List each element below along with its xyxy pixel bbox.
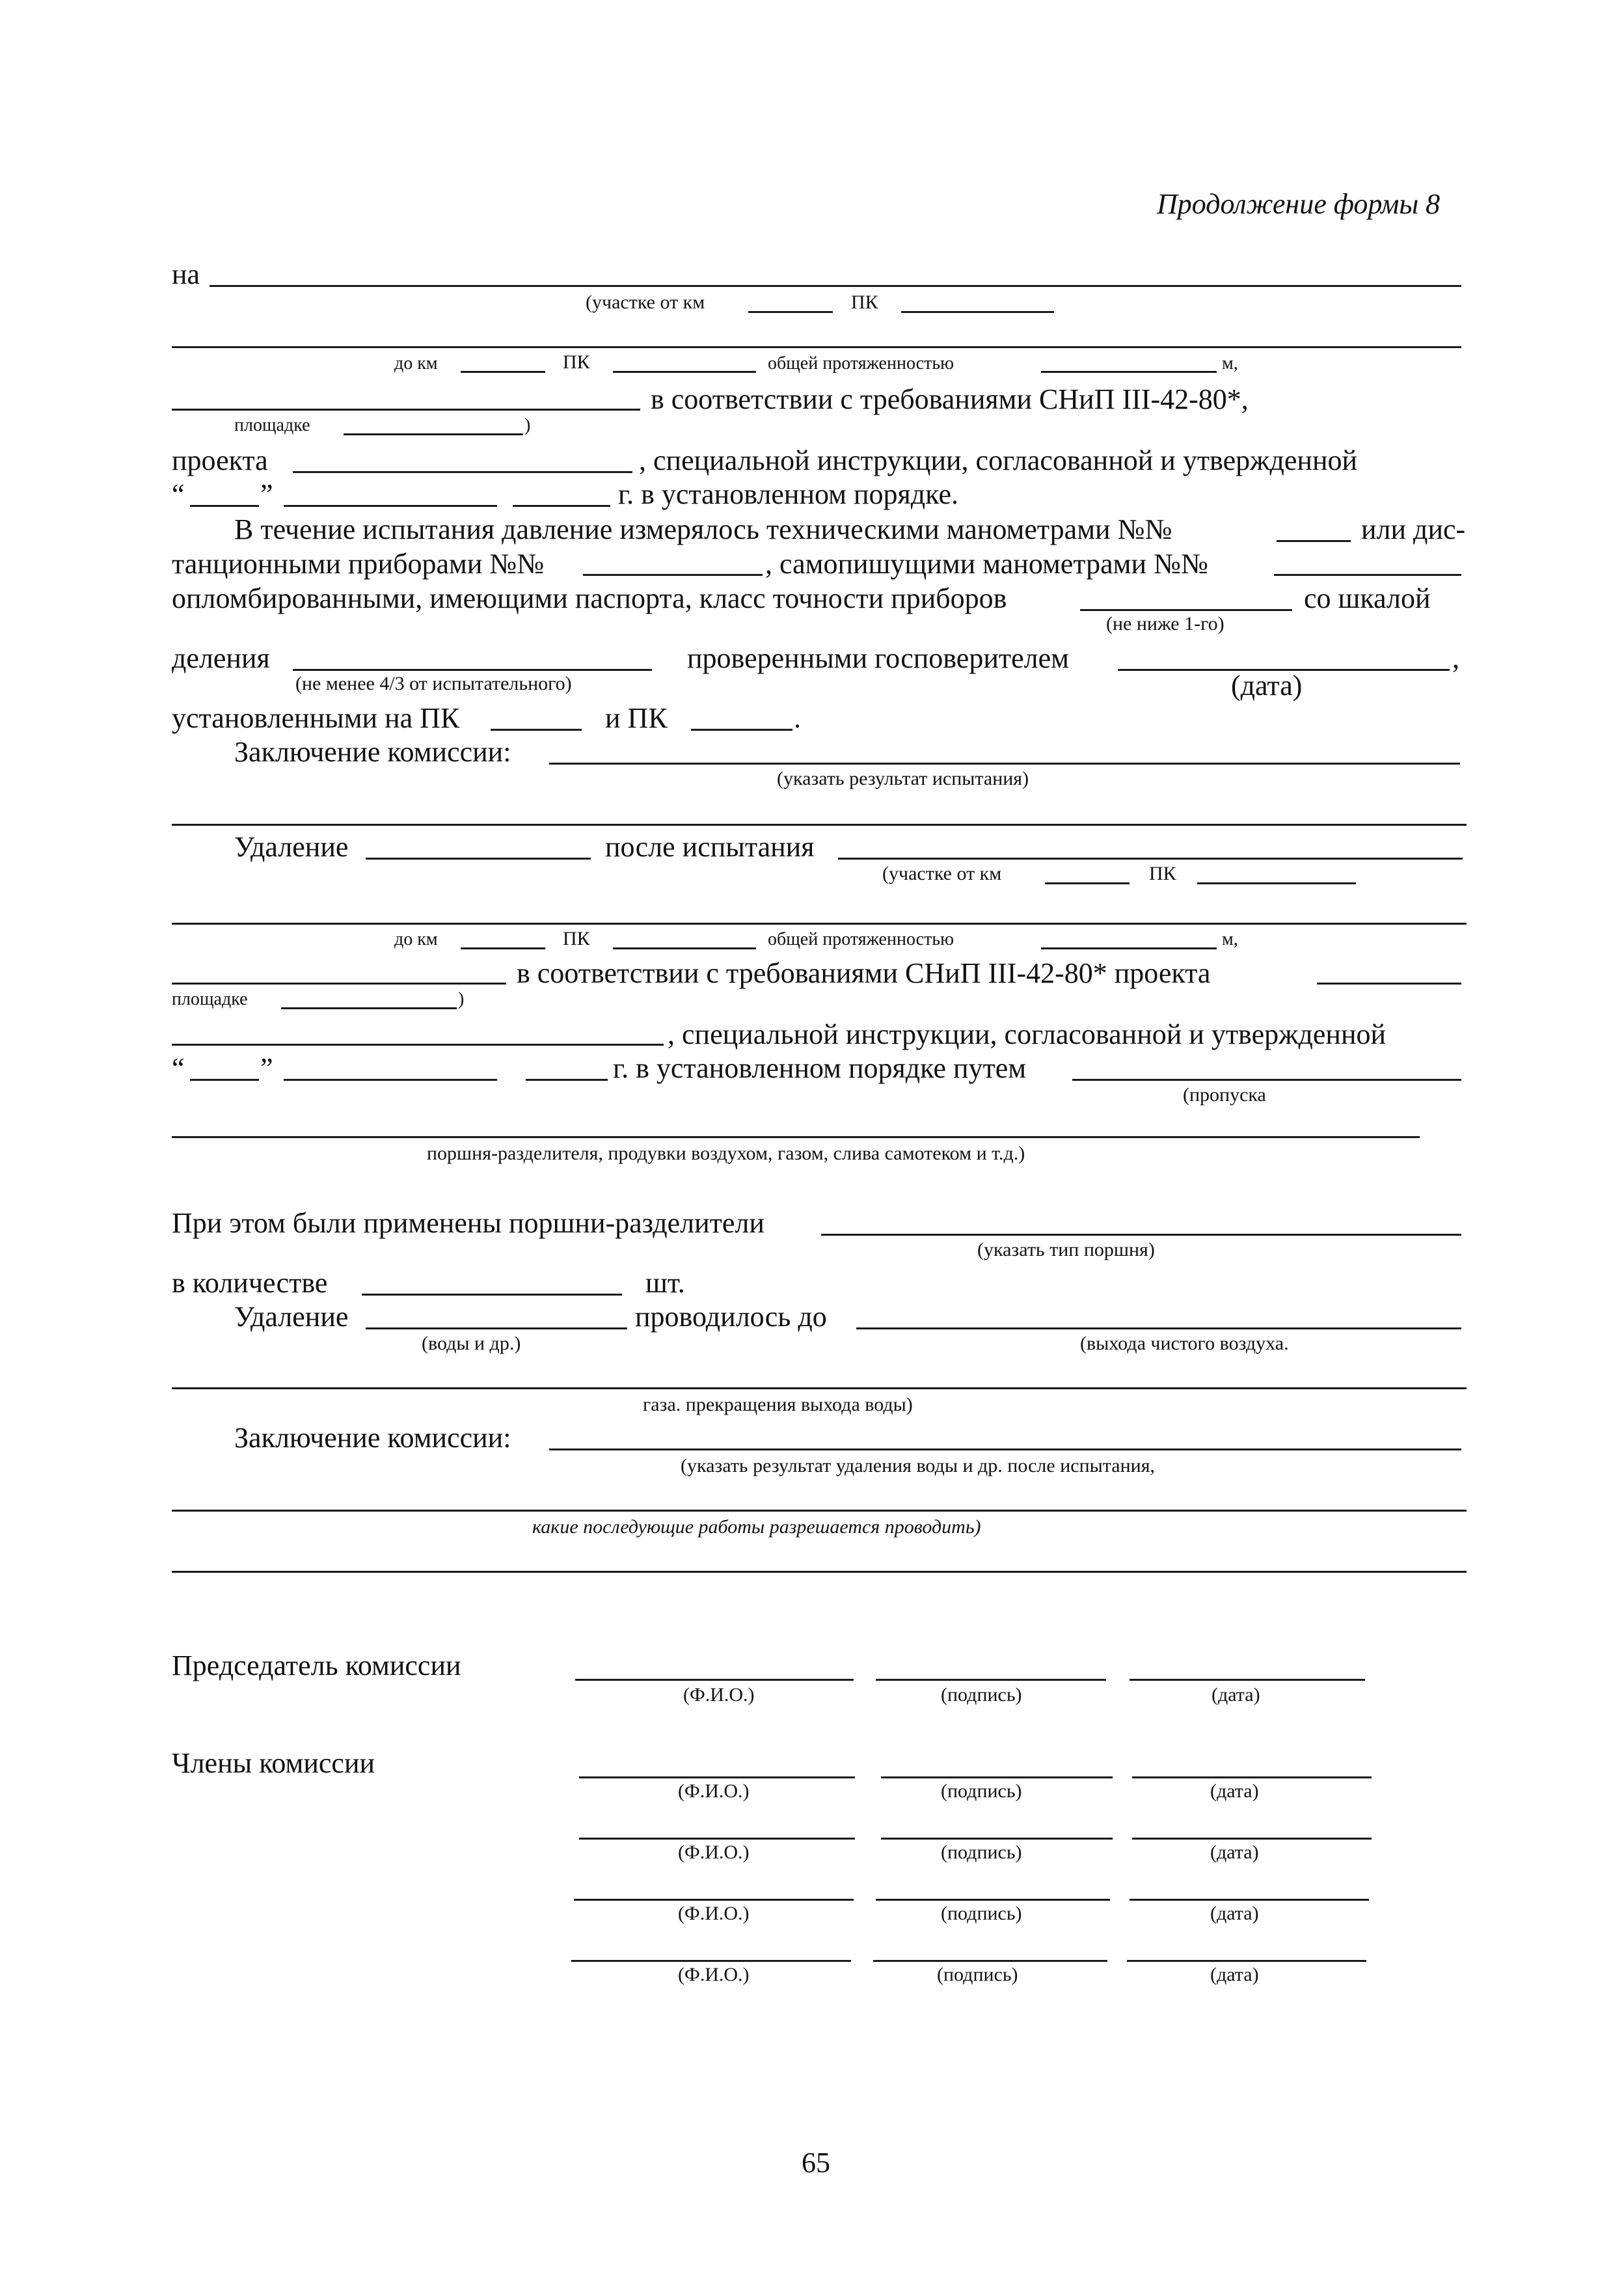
caption-gaza: газа. прекращения выхода воды) [643,1394,913,1415]
fill-line [513,505,610,507]
caption-fio: (Ф.И.О.) [678,1903,750,1924]
text-pri-etom: При этом были применены поршни-разделители [172,1207,765,1239]
fill-line [1041,371,1217,373]
signature-line-data [1130,1899,1369,1901]
caption-kakie-raboty: какие последующие работы разрешается проводить) [532,1516,981,1538]
fill-line [210,285,1461,287]
label-na: на [172,258,200,290]
caption-m: м, [1222,353,1238,374]
fill-line [1274,574,1461,576]
page-number: 65 [802,2147,830,2179]
fill-line [172,983,506,985]
caption-data: (дата) [1231,670,1303,701]
caption-vody: (воды и др.) [422,1333,521,1354]
signature-line-fio [574,1899,854,1901]
caption-uchastke-km: (участке от км [586,292,705,313]
fill-line [821,1234,1461,1236]
caption-result-2: (указать результат удаления воды и др. после испытания, [681,1455,1155,1476]
label-udalenie: Удаление [234,831,349,863]
text-snip-proekta: в соответствии с требованиями СНиП III-42-80* проекта [517,957,1211,989]
caption-close-paren: ) [524,415,531,435]
label-delenia: деления [172,642,270,674]
text-god-ustanovlennom: г. в установленном порядке. [618,478,958,510]
caption-ploshchadke: площадке [234,415,310,435]
signature-line-podpis [881,1776,1113,1778]
text-dot: . [794,702,801,734]
fill-line [1317,983,1461,985]
quote-open-2: “ [172,1052,185,1084]
caption-fio: (Ф.И.О.) [678,1842,750,1863]
caption-podpis: (подпись) [937,1964,1018,1985]
fill-line [190,505,259,507]
text-special-instruction-2: , специальной инструкции, согласованной и утвержденной [668,1018,1387,1050]
caption-pk-3: ПК [1149,863,1176,884]
fill-line [284,505,497,507]
fill-line [293,471,632,473]
signature-line-fio [579,1776,855,1778]
fill-line [856,1327,1461,1329]
fill-line [461,947,545,949]
text-comma: , [1452,642,1459,674]
caption-fio: (Ф.И.О.) [678,1780,750,1802]
text-so-shkaloy: со шкалой [1304,582,1431,614]
fill-line [344,433,523,435]
text-posle-ispytania: после испытания [605,831,815,863]
fill-line [190,1079,259,1081]
signature-line-data [1130,1679,1365,1681]
signature-line-podpis [876,1899,1110,1901]
label-zaklyuchenie: Заключение комиссии: [234,736,511,768]
signature-line-data [1127,1960,1366,1962]
fill-line [281,1007,457,1009]
caption-podpis: (подпись) [941,1903,1022,1924]
signature-line-podpis [873,1960,1107,1962]
caption-vyhoda-vozduha: (выхода чистого воздуха. [1080,1333,1289,1354]
caption-fio: (Ф.И.О.) [678,1964,750,1985]
text-sht: шт. [645,1267,685,1299]
caption-data: (дата) [1210,1780,1259,1802]
fill-line [1041,947,1217,949]
fill-line [172,409,640,411]
caption-fio: (Ф.И.О.) [683,1684,755,1706]
signature-line-data [1132,1838,1372,1840]
label-members: Члены комиссии [172,1747,375,1779]
fill-line [172,824,1467,826]
label-udalenie-2: Удаление [234,1301,349,1333]
caption-m-2: м, [1222,929,1238,949]
quote-open: “ [172,478,185,510]
fill-line [1080,609,1292,611]
fill-line [172,923,1467,925]
fill-line [461,371,545,373]
text-ustanovlennymi: установленными на ПК [172,702,460,734]
fill-line [172,1387,1467,1389]
label-chairman: Председатель комиссии [172,1650,461,1681]
caption-do-km: до км [394,353,438,374]
fill-line [838,858,1463,860]
quote-close-2: ” [260,1052,273,1084]
fill-line [172,1571,1467,1573]
caption-uchastke-km-2: (участке от км [882,863,1002,884]
caption-podpis: (подпись) [941,1842,1022,1863]
fill-line [362,1294,622,1296]
text-special-instruction: , специальной инструкции, согласованной и утвержденной [639,444,1358,476]
fill-line [172,1510,1467,1512]
text-samopishushchimi: , самопишущими манометрами №№ [765,548,1209,580]
fill-line [549,1448,1461,1450]
caption-ploshchadke-2: площадке [172,989,248,1009]
fill-line [366,858,591,860]
caption-podpis: (подпись) [941,1684,1022,1706]
caption-data: (дата) [1210,1964,1259,1985]
fill-line [366,1327,627,1329]
fill-line [613,371,756,373]
label-proekta: проекта [172,444,268,476]
text-i-pk: и ПК [605,702,668,734]
text-proverennymi: проверенными госповерителем [687,642,1069,674]
fill-line [1197,882,1356,884]
text-provodilos-do: проводилось до [635,1301,827,1333]
caption-pk: ПК [851,292,878,313]
fill-line [583,574,763,576]
caption-propuska: (пропуска [1183,1084,1266,1106]
signature-line-podpis [881,1838,1113,1840]
caption-obshchey-2: общей протяженностью [768,929,954,949]
signature-line-fio [579,1838,855,1840]
caption-ne-menee: (не менее 4/3 от испытательного) [295,673,572,694]
caption-pk-4: ПК [563,928,590,949]
signature-line-fio [571,1960,851,1962]
fill-line [691,729,792,731]
fill-line [526,1079,608,1081]
label-zaklyuchenie-2: Заключение комиссии: [234,1422,511,1454]
caption-data: (дата) [1211,1684,1260,1706]
fill-line [1045,882,1130,884]
caption-result: (указать результат испытания) [777,768,1029,789]
fill-line [284,1079,497,1081]
signature-line-podpis [876,1679,1106,1681]
text-snip-requirement: в соответствии с требованиями СНиП III-42-80*, [651,383,1249,415]
caption-ne-nizhe: (не ниже 1-го) [1106,613,1225,634]
fill-line [172,1044,664,1046]
fill-line [172,346,1461,348]
caption-close-paren-2: ) [458,989,465,1009]
fill-line [748,311,833,313]
fill-line [293,669,652,671]
fill-line [549,763,1460,765]
caption-do-km-2: до км [394,929,438,949]
text-ili-dis: или дис- [1361,513,1466,545]
signature-line-fio [575,1679,854,1681]
fill-line [901,311,1054,313]
form-continuation-header: Продолжение формы 8 [1157,188,1441,220]
caption-tip-porshnya: (указать тип поршня) [977,1239,1155,1260]
fill-line [491,729,582,731]
label-v-kolichestve: в количестве [172,1267,328,1299]
caption-podpis: (подпись) [941,1780,1022,1802]
fill-line [1072,1079,1461,1081]
fill-line [1277,540,1351,542]
text-distantsionnymi: танционными приборами №№ [172,548,545,580]
caption-obshchey-protyazhennostyu: общей протяженностью [768,353,954,374]
quote-close: ” [260,478,273,510]
caption-data: (дата) [1210,1842,1259,1863]
caption-pk-2: ПК [563,351,590,373]
text-oplombirovannymi: опломбированными, имеющими паспорта, класс точности приборов [172,582,1007,614]
caption-data: (дата) [1210,1903,1259,1924]
text-testing-pressure: В течение испытания давление измерялось техническими манометрами №№ [234,513,1172,545]
caption-porshnya-razdelitelya: поршня-разделителя, продувки воздухом, газом, слива самотеком и т.д.) [427,1143,1025,1164]
signature-line-data [1132,1776,1372,1778]
text-god-putem: г. в установленном порядке путем [613,1052,1027,1084]
fill-line [613,947,756,949]
fill-line [172,1136,1420,1138]
